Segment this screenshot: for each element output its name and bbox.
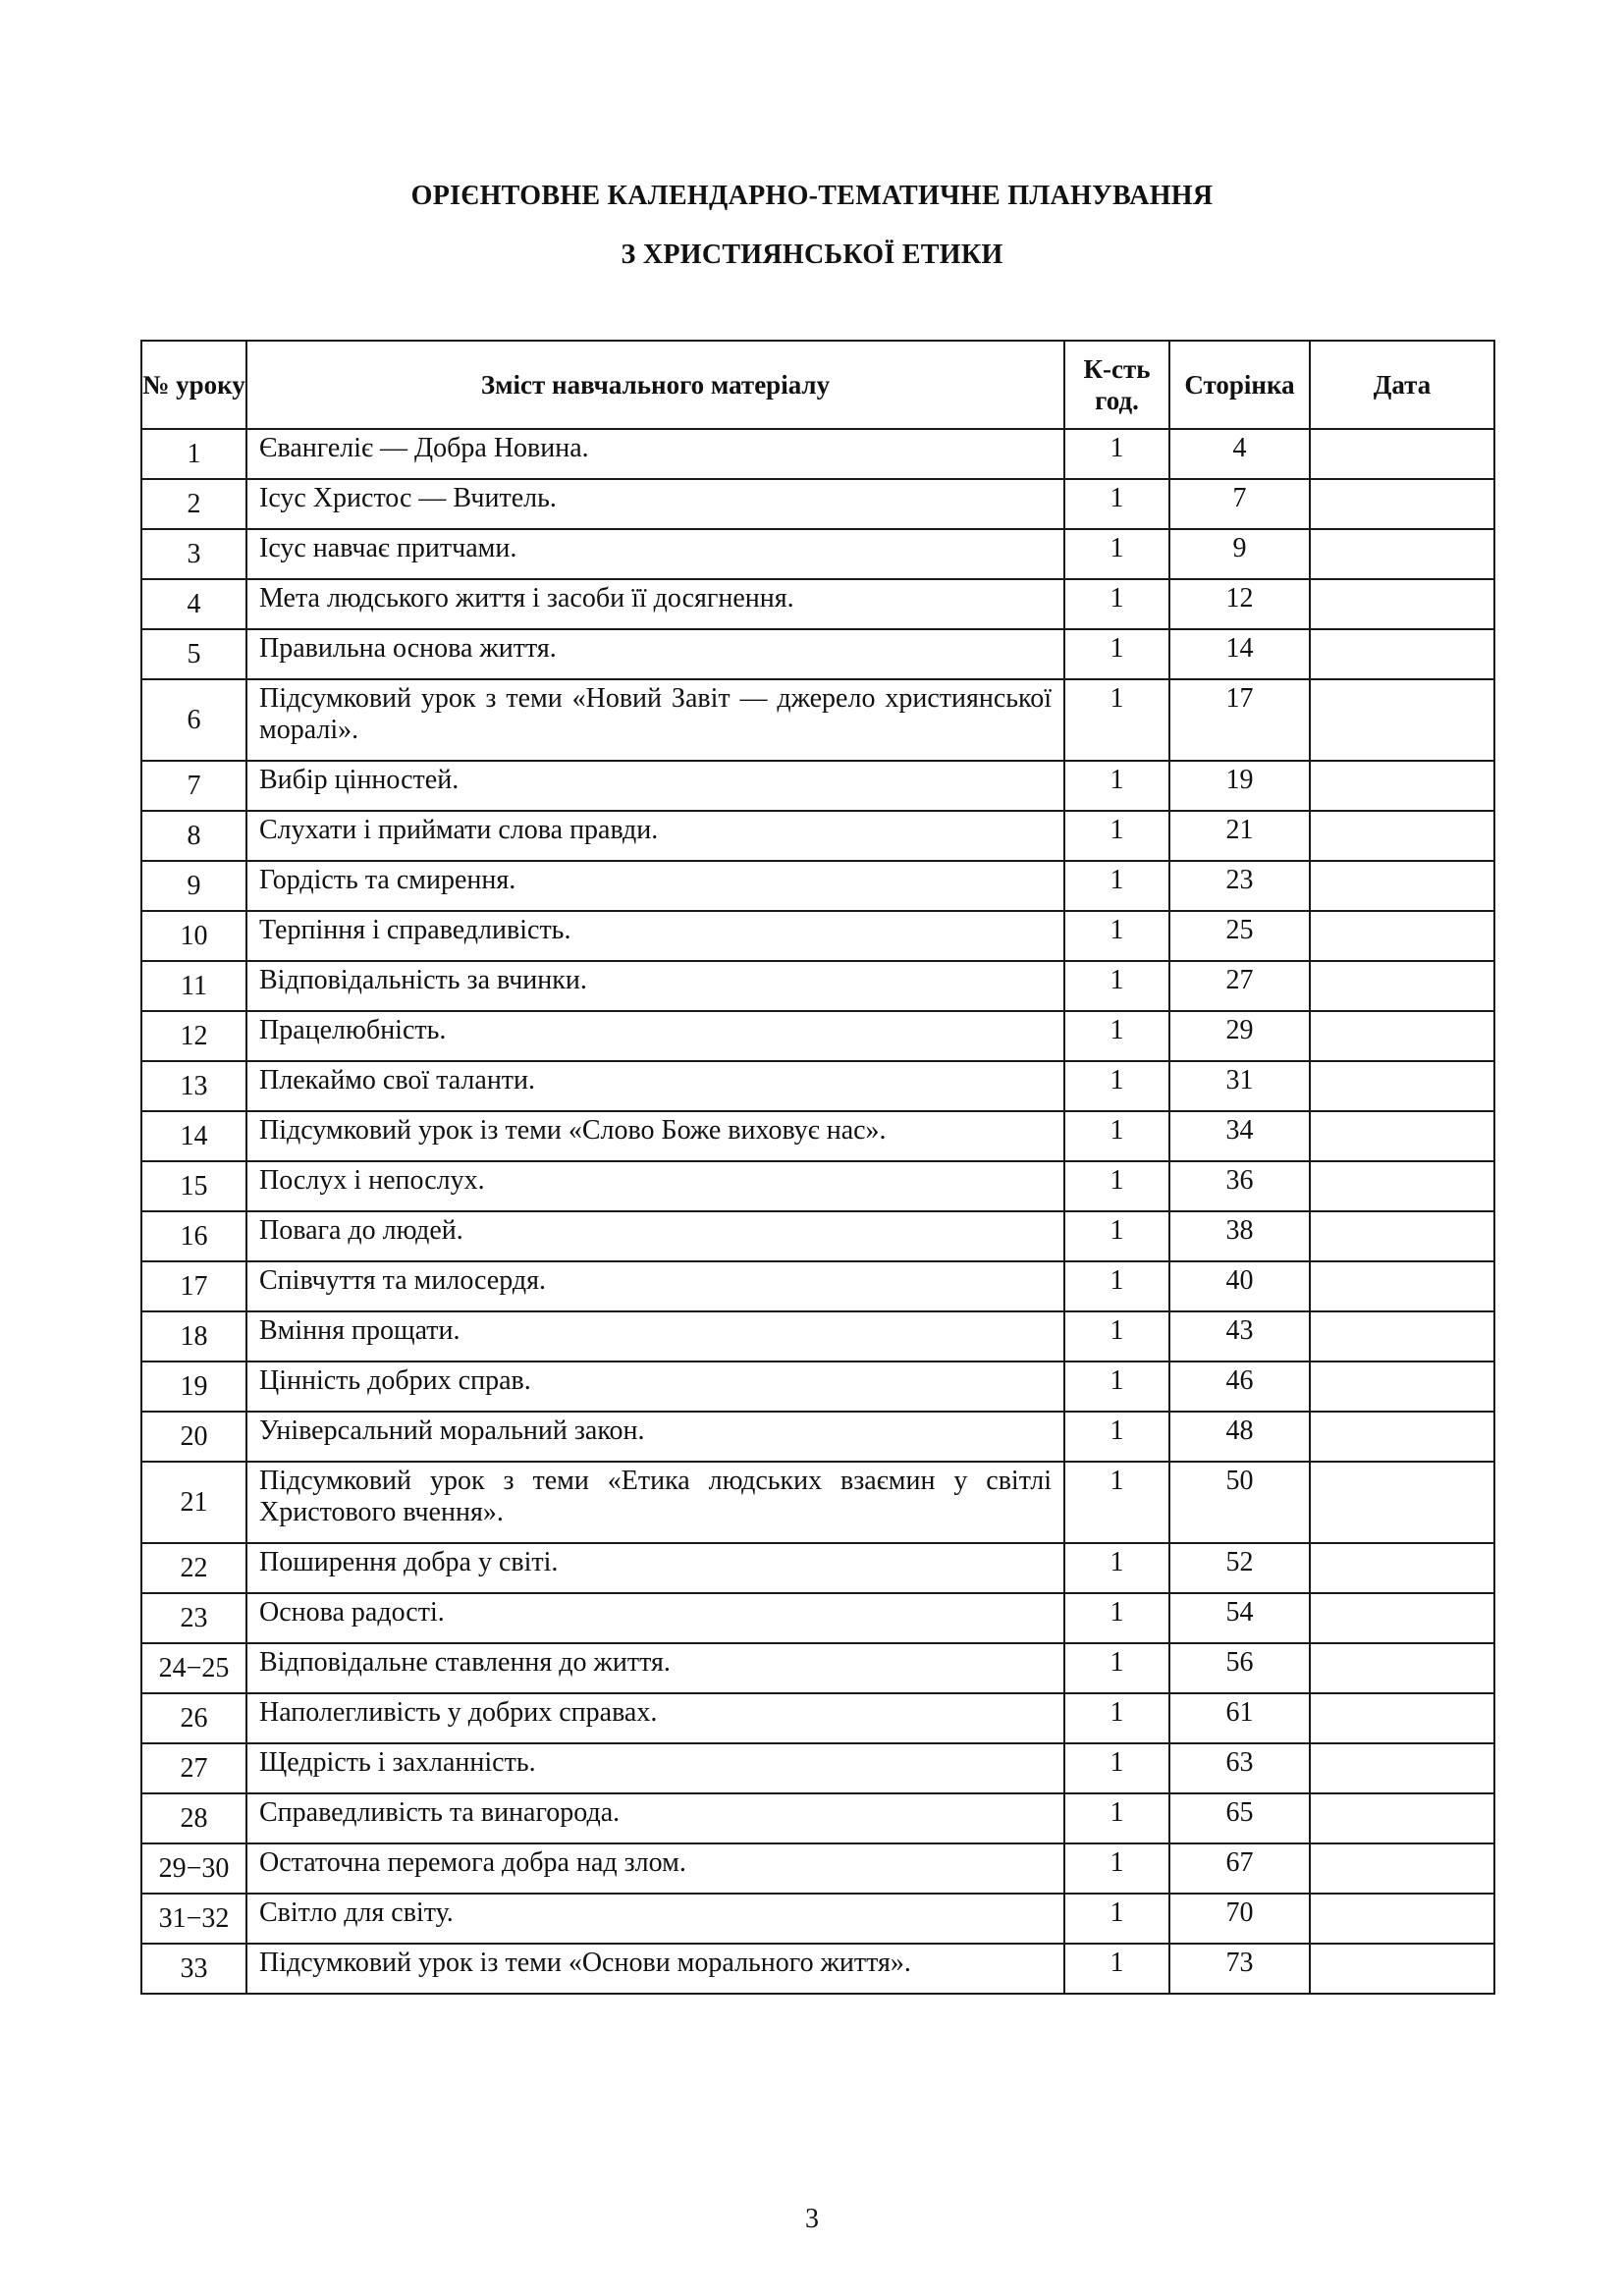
hours-cell: 1	[1064, 1011, 1169, 1061]
hours-cell: 1	[1064, 861, 1169, 911]
page-cell: 21	[1169, 811, 1310, 861]
date-cell	[1310, 961, 1494, 1011]
lesson-number-cell: 9	[141, 861, 246, 911]
date-cell	[1310, 1793, 1494, 1843]
table-row	[141, 629, 1494, 679]
lesson-content-cell: Вибір цінностей.	[246, 761, 1064, 811]
hours-cell: 1	[1064, 1412, 1169, 1462]
table-row	[141, 1843, 1494, 1894]
table-row	[141, 479, 1494, 529]
hours-cell: 1	[1064, 1311, 1169, 1362]
hours-cell: 1	[1064, 1793, 1169, 1843]
page-cell: 54	[1169, 1593, 1310, 1643]
lesson-number-cell: 8	[141, 811, 246, 861]
lesson-number-cell: 5	[141, 629, 246, 679]
document-title: ОРІЄНТОВНЕ КАЛЕНДАРНО-ТЕМАТИЧНЕ ПЛАНУВАННЯ	[410, 181, 1214, 211]
page-cell: 19	[1169, 761, 1310, 811]
table-row	[141, 1061, 1494, 1111]
date-cell	[1310, 1311, 1494, 1362]
page-cell: 14	[1169, 629, 1310, 679]
lesson-number-cell: 29−30	[141, 1843, 246, 1894]
hours-cell: 1	[1064, 1543, 1169, 1593]
table-row	[141, 961, 1494, 1011]
header-lesson-number: № уроку	[141, 341, 246, 429]
date-cell	[1310, 1011, 1494, 1061]
hours-cell: 1	[1064, 1261, 1169, 1311]
hours-cell: 1	[1064, 1843, 1169, 1894]
page-cell: 12	[1169, 579, 1310, 629]
date-cell	[1310, 1412, 1494, 1462]
date-cell	[1310, 529, 1494, 579]
lesson-content-cell: Гордість та смирення.	[246, 861, 1064, 911]
table-row	[141, 429, 1494, 479]
page-cell: 56	[1169, 1643, 1310, 1693]
date-cell	[1310, 1944, 1494, 1994]
page-cell: 43	[1169, 1311, 1310, 1362]
hours-cell: 1	[1064, 479, 1169, 529]
lesson-number-cell: 12	[141, 1011, 246, 1061]
date-cell	[1310, 1211, 1494, 1261]
lesson-number-cell: 17	[141, 1261, 246, 1311]
date-cell	[1310, 1693, 1494, 1743]
table-row	[141, 1211, 1494, 1261]
lesson-number-cell: 13	[141, 1061, 246, 1111]
lesson-number-cell: 23	[141, 1593, 246, 1643]
lesson-number-cell: 33	[141, 1944, 246, 1994]
hours-cell: 1	[1064, 629, 1169, 679]
date-cell	[1310, 679, 1494, 761]
date-cell	[1310, 629, 1494, 679]
hours-cell: 1	[1064, 1111, 1169, 1161]
page-cell: 4	[1169, 429, 1310, 479]
lesson-number-cell: 10	[141, 911, 246, 961]
date-cell	[1310, 861, 1494, 911]
header-date: Дата	[1310, 341, 1494, 429]
hours-cell: 1	[1064, 1462, 1169, 1543]
table-row	[141, 1412, 1494, 1462]
table-row	[141, 1793, 1494, 1843]
table-row	[141, 1261, 1494, 1311]
table-row	[141, 1311, 1494, 1362]
page-cell: 61	[1169, 1693, 1310, 1743]
lesson-number-cell: 31−32	[141, 1894, 246, 1944]
lesson-number-cell: 15	[141, 1161, 246, 1211]
hours-cell: 1	[1064, 811, 1169, 861]
page-cell: 23	[1169, 861, 1310, 911]
date-cell	[1310, 1161, 1494, 1211]
hours-cell: 1	[1064, 579, 1169, 629]
date-cell	[1310, 579, 1494, 629]
lesson-content-cell: Світло для світу.	[246, 1894, 1064, 1944]
page-cell: 27	[1169, 961, 1310, 1011]
date-cell	[1310, 1543, 1494, 1593]
table-body	[141, 429, 1494, 1994]
lesson-number-cell: 14	[141, 1111, 246, 1161]
lesson-content-cell: Цінність добрих справ.	[246, 1362, 1064, 1412]
date-cell	[1310, 1061, 1494, 1111]
hours-cell: 1	[1064, 429, 1169, 479]
date-cell	[1310, 1894, 1494, 1944]
hours-cell: 1	[1064, 1362, 1169, 1412]
lesson-content-cell: Поширення добра у світі.	[246, 1543, 1064, 1593]
hours-cell: 1	[1064, 679, 1169, 761]
page-cell: 46	[1169, 1362, 1310, 1412]
table-row	[141, 1161, 1494, 1211]
table-row	[141, 1944, 1494, 1994]
lesson-content-cell: Універсальний моральний закон.	[246, 1412, 1064, 1462]
lesson-content-cell: Підсумковий урок з теми «Етика людських взаємин у світлі Христового вчення».	[246, 1462, 1064, 1543]
lesson-number-cell: 1	[141, 429, 246, 479]
hours-cell: 1	[1064, 1693, 1169, 1743]
hours-cell: 1	[1064, 911, 1169, 961]
lesson-number-cell: 21	[141, 1462, 246, 1543]
lesson-number-cell: 2	[141, 479, 246, 529]
date-cell	[1310, 1593, 1494, 1643]
lesson-content-cell: Наполегливість у добрих справах.	[246, 1693, 1064, 1743]
table-row	[141, 1462, 1494, 1543]
lesson-number-cell: 16	[141, 1211, 246, 1261]
hours-cell: 1	[1064, 1161, 1169, 1211]
lesson-content-cell: Справедливість та винагорода.	[246, 1793, 1064, 1843]
table-row	[141, 1693, 1494, 1743]
date-cell	[1310, 479, 1494, 529]
table-row	[141, 679, 1494, 761]
page-cell: 67	[1169, 1843, 1310, 1894]
hours-cell: 1	[1064, 1944, 1169, 1994]
lesson-content-cell: Основа радості.	[246, 1593, 1064, 1643]
date-cell	[1310, 761, 1494, 811]
lesson-content-cell: Підсумковий урок із теми «Основи морального життя».	[246, 1944, 1064, 1994]
lesson-number-cell: 11	[141, 961, 246, 1011]
lesson-content-cell: Мета людського життя і засоби її досягнення.	[246, 579, 1064, 629]
page-cell: 52	[1169, 1543, 1310, 1593]
hours-cell: 1	[1064, 1593, 1169, 1643]
date-cell	[1310, 1843, 1494, 1894]
page-cell: 7	[1169, 479, 1310, 529]
page-cell: 38	[1169, 1211, 1310, 1261]
document-subtitle: З ХРИСТИЯНСЬКОЇ ЕТИКИ	[621, 240, 1003, 270]
header-page: Сторінка	[1169, 341, 1310, 429]
lesson-number-cell: 3	[141, 529, 246, 579]
table-row	[141, 1011, 1494, 1061]
hours-cell: 1	[1064, 961, 1169, 1011]
date-cell	[1310, 1643, 1494, 1693]
page-cell: 63	[1169, 1743, 1310, 1793]
lesson-number-cell: 28	[141, 1793, 246, 1843]
date-cell	[1310, 1462, 1494, 1543]
date-cell	[1310, 811, 1494, 861]
page-cell: 31	[1169, 1061, 1310, 1111]
lesson-number-cell: 18	[141, 1311, 246, 1362]
lesson-number-cell: 4	[141, 579, 246, 629]
lesson-content-cell: Правильна основа життя.	[246, 629, 1064, 679]
table-header-row	[141, 341, 1494, 429]
lesson-number-cell: 7	[141, 761, 246, 811]
header-hours: К-сть год.	[1064, 341, 1169, 429]
lesson-number-cell: 24−25	[141, 1643, 246, 1693]
table-row	[141, 529, 1494, 579]
date-cell	[1310, 1261, 1494, 1311]
page-cell: 29	[1169, 1011, 1310, 1061]
page-cell: 9	[1169, 529, 1310, 579]
header-content: Зміст навчального матеріалу	[246, 341, 1064, 429]
page-number: 3	[805, 2204, 819, 2234]
lesson-content-cell: Щедрість і захланність.	[246, 1743, 1064, 1793]
date-cell	[1310, 1362, 1494, 1412]
date-cell	[1310, 429, 1494, 479]
page-cell: 40	[1169, 1261, 1310, 1311]
hours-cell: 1	[1064, 761, 1169, 811]
lesson-number-cell: 22	[141, 1543, 246, 1593]
table-row	[141, 1643, 1494, 1693]
lesson-number-cell: 6	[141, 679, 246, 761]
lesson-content-cell: Підсумковий урок з теми «Новий Завіт — джерело християнської моралі».	[246, 679, 1064, 761]
hours-cell: 1	[1064, 1061, 1169, 1111]
table-row	[141, 1743, 1494, 1793]
hours-cell: 1	[1064, 1643, 1169, 1693]
planning-table	[140, 340, 1495, 1995]
lesson-content-cell: Ісус навчає притчами.	[246, 529, 1064, 579]
lesson-number-cell: 27	[141, 1743, 246, 1793]
table-row	[141, 1543, 1494, 1593]
lesson-number-cell: 26	[141, 1693, 246, 1743]
table-row	[141, 1593, 1494, 1643]
page-cell: 34	[1169, 1111, 1310, 1161]
table-row	[141, 911, 1494, 961]
date-cell	[1310, 1743, 1494, 1793]
hours-cell: 1	[1064, 529, 1169, 579]
page-cell: 48	[1169, 1412, 1310, 1462]
lesson-content-cell: Підсумковий урок із теми «Слово Боже виховує нас».	[246, 1111, 1064, 1161]
page-cell: 25	[1169, 911, 1310, 961]
lesson-content-cell: Ісус Христос — Вчитель.	[246, 479, 1064, 529]
lesson-content-cell: Працелюбність.	[246, 1011, 1064, 1061]
date-cell	[1310, 911, 1494, 961]
lesson-content-cell: Слухати і приймати слова правди.	[246, 811, 1064, 861]
lesson-content-cell: Євангеліє — Добра Новина.	[246, 429, 1064, 479]
page-cell: 50	[1169, 1462, 1310, 1543]
lesson-content-cell: Повага до людей.	[246, 1211, 1064, 1261]
lesson-number-cell: 19	[141, 1362, 246, 1412]
hours-cell: 1	[1064, 1211, 1169, 1261]
lesson-content-cell: Плекаймо свої таланти.	[246, 1061, 1064, 1111]
hours-cell: 1	[1064, 1894, 1169, 1944]
page-cell: 65	[1169, 1793, 1310, 1843]
hours-cell: 1	[1064, 1743, 1169, 1793]
page-cell: 70	[1169, 1894, 1310, 1944]
lesson-content-cell: Відповідальність за вчинки.	[246, 961, 1064, 1011]
lesson-content-cell: Відповідальне ставлення до життя.	[246, 1643, 1064, 1693]
table-row	[141, 1111, 1494, 1161]
table-row	[141, 861, 1494, 911]
date-cell	[1310, 1111, 1494, 1161]
lesson-content-cell: Співчуття та милосердя.	[246, 1261, 1064, 1311]
lesson-number-cell: 20	[141, 1412, 246, 1462]
table-row	[141, 579, 1494, 629]
lesson-content-cell: Остаточна перемога добра над злом.	[246, 1843, 1064, 1894]
page-cell: 73	[1169, 1944, 1310, 1994]
table-row	[141, 761, 1494, 811]
table-row	[141, 811, 1494, 861]
lesson-content-cell: Послух і непослух.	[246, 1161, 1064, 1211]
page-cell: 36	[1169, 1161, 1310, 1211]
page-cell: 17	[1169, 679, 1310, 761]
lesson-content-cell: Терпіння і справедливість.	[246, 911, 1064, 961]
lesson-content-cell: Вміння прощати.	[246, 1311, 1064, 1362]
table-row	[141, 1362, 1494, 1412]
table-row	[141, 1894, 1494, 1944]
